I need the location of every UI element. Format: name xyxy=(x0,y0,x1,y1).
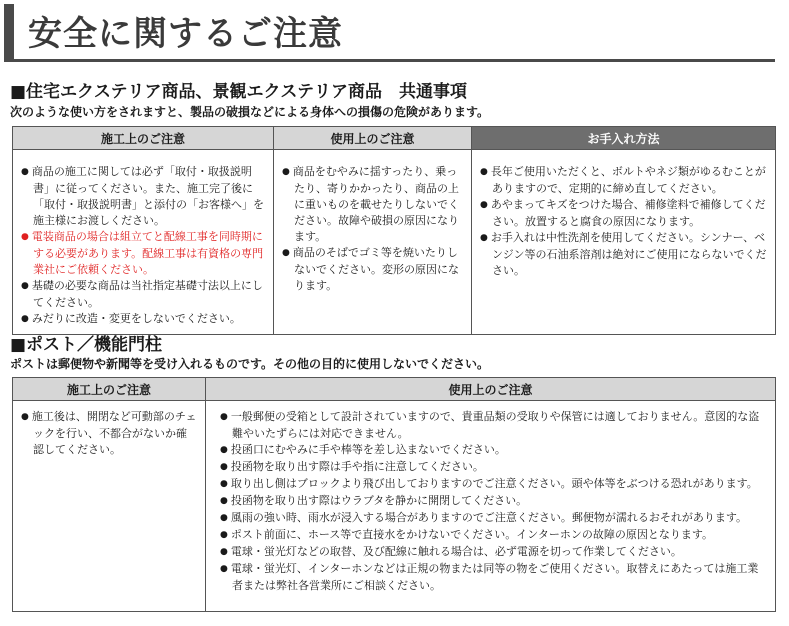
maintenance-list xyxy=(480,164,767,279)
post-installation-caution-list xyxy=(21,409,197,458)
list-item: ● 長年ご使用いただくと、ボルトやネジ類がゆるむことがありますので、定期的に締め直してください。 xyxy=(480,164,767,197)
list-item: ● 商品のそばでゴミ等を焼いたりしないでください。変形の原因になります。 xyxy=(282,245,463,294)
section2-heading: ■ポスト／機能門柱 xyxy=(10,335,163,355)
usage-caution-header: 使用上のご注意 xyxy=(274,127,472,150)
list-item: ● 電球・蛍光灯、インターホンなどは正規の物または同等の物をご使用ください。取替えにあたっては施工業者または弊社各営業所にご相談ください。 xyxy=(220,561,765,594)
list-item: ● ポスト前面に、ホース等で直接水をかけないでください。インターホンの故障の原因となります。 xyxy=(220,527,765,544)
list-item: ● みだりに改造・変更をしないでください。 xyxy=(21,311,265,328)
list-item-warning: ● 電装商品の場合は組立てと配線工事を同時期にする必要があります。配線工事は有資格の専門業社にご依頼ください。 xyxy=(21,229,265,278)
list-item: ● 基礎の必要な商品は当社指定基礎寸法以上にしてください。 xyxy=(21,278,265,311)
maintenance-cell xyxy=(472,150,776,335)
list-item: ● 商品をむやみに揺すったり、乗ったり、寄りかかったり、商品の上に重いものを載せたりしないでください。故障や破損の原因になります。 xyxy=(282,164,463,245)
title-bar xyxy=(4,4,775,62)
list-item: ● 投函口にむやみに手や棒等を差し込まないでください。 xyxy=(220,442,765,459)
section1-heading: ■住宅エクステリア商品、景観エクステリア商品 共通事項 xyxy=(10,82,468,102)
list-item: ● 一般郵便の受箱として設計されていますので、貴重品類の受取りや保管には適しておりません。意図的な盗難やいたずらには対応できません。 xyxy=(220,409,765,442)
section2-description: ポストは郵便物や新聞等を受け入れるものです。その他の目的に使用しないでください。 xyxy=(10,357,490,371)
list-item: ● 商品の施工に関しては必ず「取付・取扱説明書」に従ってください。また、施工完了後に「取付・取扱説明書」と添付の「お客様へ」を施主様にお渡しください。 xyxy=(21,164,265,229)
installation-caution-list xyxy=(21,164,265,328)
list-item: ● 風雨の強い時、雨水が浸入する場合がありますのでご注意ください。郵便物が濡れるおそれがあります。 xyxy=(220,510,765,527)
installation-caution-cell xyxy=(13,150,274,335)
post-usage-caution-list xyxy=(220,409,765,594)
post-usage-caution-cell xyxy=(206,401,776,612)
list-item: ● 施工後は、開閉など可動部のチェックを行い、不都合がないか確認してください。 xyxy=(21,409,197,458)
installation-caution-header: 施工上のご注意 xyxy=(13,127,274,150)
section1-description: 次のような使い方をされますと、製品の破損などによる身体への損傷の危険があります。 xyxy=(10,105,490,119)
list-item: ● お手入れは中性洗剤を使用してください。シンナー、ベンジン等の石油系溶剤は絶対にご使用にならないでください。 xyxy=(480,230,767,279)
maintenance-header: お手入れ方法 xyxy=(472,127,776,150)
list-item: ● 電球・蛍光灯などの取替、及び配線に触れる場合は、必ず電源を切って作業してください。 xyxy=(220,544,765,561)
usage-caution-list xyxy=(282,164,463,294)
list-item: ● 投函物を取り出す際は手や指に注意してください。 xyxy=(220,459,765,476)
list-item: ● 投函物を取り出す際はウラブタを静かに開閉してください。 xyxy=(220,493,765,510)
post-caution-table xyxy=(12,377,776,612)
post-installation-caution-header: 施工上のご注意 xyxy=(13,378,206,401)
post-usage-caution-header: 使用上のご注意 xyxy=(206,378,776,401)
usage-caution-cell xyxy=(274,150,472,335)
page-title: 安全に関するご注意 xyxy=(28,14,343,54)
common-caution-table xyxy=(12,126,776,335)
post-installation-caution-cell xyxy=(13,401,206,612)
list-item: ● あやまってキズをつけた場合、補修塗料で補修してください。放置すると腐食の原因になります。 xyxy=(480,197,767,230)
list-item: ● 取り出し側はブロックより飛び出しておりますのでご注意ください。頭や体等をぶつける恐れがあります。 xyxy=(220,476,765,493)
